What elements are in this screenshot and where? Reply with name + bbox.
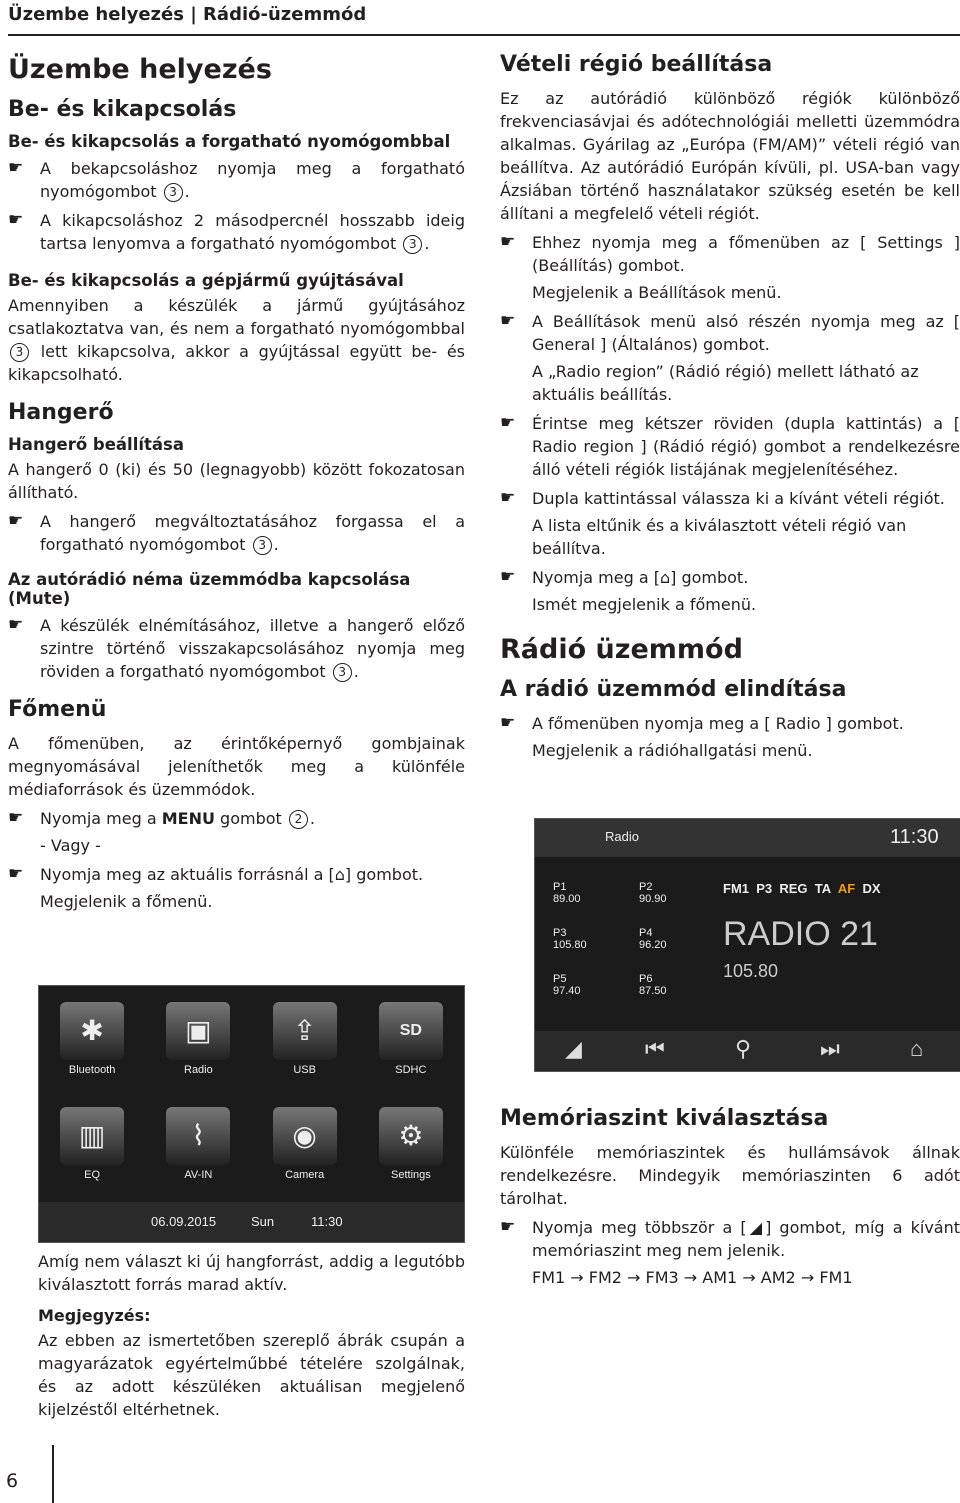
step-power-off: ☛ A kikapcsoláshoz 2 másodpercnél hosszabb ideig tartsa lenyomva a forgatható nyomógombot 3 . [8,210,465,253]
settings-icon: ⚙ [379,1107,443,1165]
note-text: Az ebben az ismertetőben szereplő ábrák csupán a magyarázatok egyértelműbbé tételére szolgálnak, és az adott készüléken aktuálisan megjelenő kijelzéstől eltérhetnek. [38,1331,465,1419]
result-mainmenu: Megjelenik a főmenü. [40,892,213,911]
menu-item-settings[interactable]: ⚙ Settings [358,1091,464,1196]
header-rule [8,34,960,36]
or-text: - Vagy - [40,836,101,855]
page-number: 6 [6,1470,19,1492]
menu-grid [39,986,464,1196]
preset-6[interactable]: P6 87.50 [639,973,667,997]
memory-text: Különféle memóriaszintek és hullámsávok állnak rendelkezésre. Mindegyik memóriaszinten 6 adót tárolhat. [500,1143,960,1208]
left-column [8,44,465,917]
band-sequence: FM1 → FM2 → FM3 → AM1 → AM2 → FM1 [532,1268,853,1287]
sd-card-icon: SD [379,1002,443,1060]
heading-radio-start: A rádió üzemmód elindítása [500,677,847,702]
step-radio-region: ☛ Érintse meg kétszer röviden (dupla kattintás) a [ Radio region ] (Rádió régió) gombot a rendelkezésre álló vételi régiók listájának megjelenítéséhez. [500,413,960,479]
seek-back-icon[interactable]: ⏮ [645,1036,665,1061]
heading-ignition: Be- és kikapcsolás a gépjármű gyújtásával [8,271,404,290]
preset-3[interactable]: P3 105.80 [553,927,587,951]
equalizer-icon: ▥ [60,1107,124,1165]
menu-item-sdhc[interactable]: SD SDHC [358,986,464,1091]
notes [38,1250,465,1425]
heading-memory: Memóriaszint kiválasztása [500,1106,829,1131]
heading-volume-set: Hangerő beállítása [8,435,184,454]
camera-icon: ◉ [273,1107,337,1165]
main-menu-screenshot [38,985,465,1243]
hand-pointer-icon: ☛ [8,864,24,884]
usb-icon: ⇪ [273,1002,337,1060]
step-volume: ☛ A hangerő megváltoztatásához forgassa el a forgatható nyomógombot 3 . [8,511,465,554]
heading-region: Vételi régió beállítása [500,52,773,77]
hand-pointer-icon: ☛ [500,713,516,733]
step-settings: ☛ Ehhez nyomja meg a főmenüben az [ Settings ] (Beállítás) gombot. [500,232,960,275]
radio-time: 11:30 [890,826,939,848]
menu-day: Sun [251,1214,275,1229]
result-general: A „Radio region” (Rádió régió) mellett látható az aktuális beállítás. [532,362,919,404]
hand-pointer-icon: ☛ [8,158,24,178]
heading-mainmenu: Főmenü [8,697,107,722]
preset-4[interactable]: P4 96.20 [639,927,667,951]
knob-3-marker: 3 [10,343,29,362]
hand-pointer-icon: ☛ [500,488,516,508]
memory-section [500,1098,960,1293]
heading-volume: Hangerő [8,400,114,425]
home-icon: ⌂ [659,568,671,587]
memory-band-icon: ◢ [746,1218,766,1237]
home-icon: ⌂ [334,865,345,884]
memory-band-icon[interactable]: ◢ [565,1036,582,1061]
station-frequency: 105.80 [723,961,779,981]
step-mute: ☛ A készülék elnémításához, illetve a hangerő előző szintre történő visszakapcsolásához nyomja meg röviden a forgatható nyomógombot 3 . [8,615,465,681]
band-indicators: FM1 P3 REG TA AF DX [723,881,881,896]
right-column [500,44,960,766]
hand-pointer-icon: ☛ [500,311,516,331]
station-name: RADIO 21 [723,915,878,953]
step-power-on: ☛ A bekapcsoláshoz nyomja meg a forgatható nyomógombot 3 . [8,158,465,201]
step-home: ☛ Nyomja meg a [⌂] gombot. [500,567,749,587]
hand-pointer-icon: ☛ [8,615,24,635]
ignition-text: Amennyiben a készülék a jármű gyújtásához csatlakoztatva van, és nem a forgatható nyomógombbal 3 lett kikapcsolva, akkor a gyújtással együtt be- és kikapcsolható. [8,296,466,384]
radio-title-bar [535,819,960,857]
menu-item-usb[interactable]: ⇪ USB [252,986,358,1091]
preset-1[interactable]: P1 89.00 [553,881,581,905]
step-menu-button: ☛ Nyomja meg a MENU gombot 2 . [8,808,315,828]
radio-title: Radio [605,829,639,844]
menu-item-camera[interactable]: ◉ Camera [252,1091,358,1196]
knob-3-marker: 3 [403,235,422,254]
heading-mute: Az autórádió néma üzemmódba kapcsolása (Mute) [8,570,411,608]
aux-cable-icon: ⌇ [166,1107,230,1165]
note-title: Megjegyzés: [38,1306,151,1325]
result-double-click: A lista eltűnik és a kiválasztott vételi régió van beállítva. [532,516,907,558]
hand-pointer-icon: ☛ [500,232,516,252]
knob-3-marker: 3 [333,663,352,682]
knob-3-marker: 3 [253,536,272,555]
menu-status-bar [39,1202,464,1242]
heading-setup: Üzembe helyezés [8,54,272,85]
menu-item-eq[interactable]: ▥ EQ [39,1091,145,1196]
result-settings: Megjelenik a Beállítások menü. [532,283,782,302]
heading-onoff: Be- és kikapcsolás [8,97,237,122]
search-icon[interactable]: ⚲ [735,1036,752,1061]
hand-pointer-icon: ☛ [500,413,516,433]
heading-rotary: Be- és kikapcsolás a forgatható nyomógombbal [8,132,451,151]
heading-radio-mode: Rádió üzemmód [500,634,743,665]
menu-2-marker: 2 [289,810,308,829]
note-source: Amíg nem választ ki új hangforrást, addig a legutóbb kiválasztott forrás marad aktív. [38,1252,465,1294]
mainmenu-text: A főmenüben, az érintőképernyő gombjainak megnyomásával jeleníthetők meg a különféle médiaforrások és üzemmódok. [8,734,465,799]
menu-time: 11:30 [311,1214,343,1229]
radio-icon: ▣ [166,1002,230,1060]
hand-pointer-icon: ☛ [500,1217,516,1237]
hand-pointer-icon: ☛ [8,511,24,531]
menu-item-radio[interactable]: ▣ Radio [145,986,251,1091]
footer-rule [52,1445,54,1503]
step-home-button: ☛ Nyomja meg az aktuális forrásnál a [⌂] gombot. [8,864,424,884]
hand-pointer-icon: ☛ [8,808,24,828]
knob-3-marker: 3 [164,183,183,202]
menu-item-avin[interactable]: ⌇ AV-IN [145,1091,251,1196]
result-home: Ismét megjelenik a főmenü. [532,595,757,614]
seek-forward-icon[interactable]: ⏭ [820,1036,840,1061]
step-general: ☛ A Beállítások menü alsó részén nyomja meg az [ General ] (Általános) gombot. [500,311,960,354]
hand-pointer-icon: ☛ [8,210,24,230]
volume-text: A hangerő 0 (ki) és 50 (legnagyobb) között fokozatosan állítható. [8,460,465,502]
preset-2[interactable]: P2 90.90 [639,881,667,905]
menu-date: 06.09.2015 [151,1214,217,1229]
step-radio: ☛ A főmenüben nyomja meg a [ Radio ] gombot. [500,713,904,733]
result-radio: Megjelenik a rádióhallgatási menü. [532,741,813,760]
home-icon[interactable]: ⌂ [910,1036,924,1061]
hand-pointer-icon: ☛ [500,567,516,587]
running-header: Üzembe helyezés | Rádió-üzemmód [8,4,367,25]
bluetooth-icon: ✱ [60,1002,124,1060]
region-text: Ez az autórádió különböző régiók különböző frekvenciasávjai és adótechnológiái melletti üzemmódra alkalmas. Gyárilag az „Európa (FM/AM)” vételi régió van beállítva. Az autórádió Európán kívüli, pl. USA-ban vagy Ázsiában történő használatakor szükség esetén be kell állítani a megfelelő vételi régiót. [500,89,960,223]
preset-5[interactable]: P5 97.40 [553,973,581,997]
menu-item-bluetooth[interactable]: ✱ Bluetooth [39,986,145,1091]
step-memory: ☛ Nyomja meg többször a [◢] gombot, míg a kívánt memóriaszint meg nem jelenik. [500,1217,960,1260]
radio-control-bar [535,1031,960,1071]
radio-screenshot [534,818,960,1072]
step-double-click: ☛ Dupla kattintással válassza ki a kívánt vételi régiót. [500,488,945,508]
